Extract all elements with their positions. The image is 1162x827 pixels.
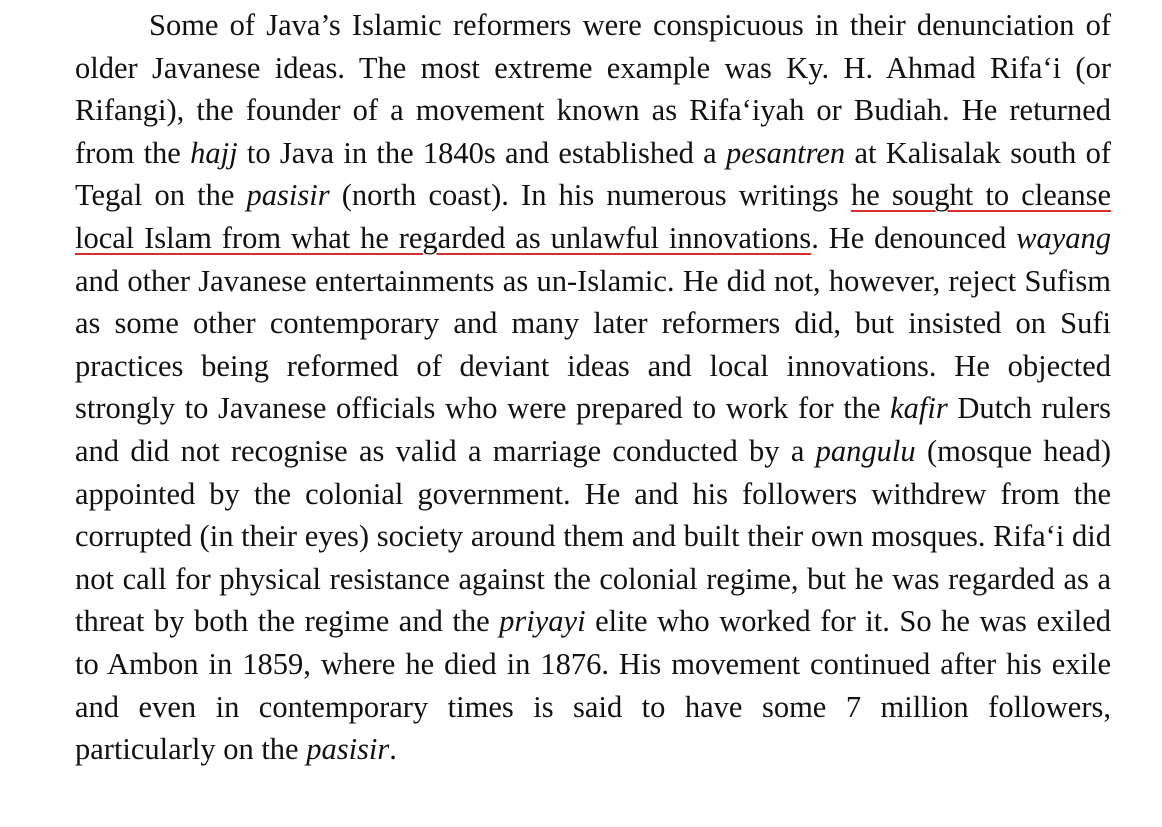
italic-term-wayang: wayang [1016, 220, 1111, 255]
text-run: . [389, 732, 397, 767]
text-run: Dutch rulers and did not recognise as valid a marriage conducted by a [75, 391, 1112, 468]
text-run: elite who worked for it. So he was exiled to Ambon in 1859, where he died in 1876. His movement continued after his exile and even in contemporary times is said to have some 7 million followers, particularly on the [75, 604, 1111, 767]
italic-term-pasisir-final: pasisir [306, 732, 390, 767]
italic-term-pasisir: pasisir [246, 178, 330, 213]
text-run: to Java in the 1840s and established a [237, 135, 726, 170]
underlined-highlight: he sought to cleanse local Islam from what he regarded as unlawful innovations [75, 178, 1111, 255]
text-run: and other Javanese entertainments as un-Islamic. He did not, however, reject Sufism as some other contemporary and many later reformers did, but insisted on Sufi practices being reformed of deviant ideas and local innovations. He objected strongly to Javanese officials who were prepared to work for the [75, 263, 1111, 426]
text-run: (north coast). In his numerous writings [329, 178, 851, 213]
text-run: . He denounced [811, 220, 1017, 255]
italic-term-priyayi: priyayi [499, 604, 586, 639]
italic-term-pangulu: pangulu [815, 433, 916, 468]
italic-term-kafir: kafir [890, 391, 948, 426]
italic-term-pesantren: pesantren [726, 135, 846, 170]
text-run: (mosque head) appointed by the colonial government. He and his followers withdrew from the corrupted (in their eyes) society around them and built their own mosques. Rifa‘i did not call for physical resistance against the colonial regime, but he was regarded as a threat by both the regime and the [75, 433, 1111, 639]
italic-term-hajj: hajj [190, 135, 238, 170]
text-run: Some of Java’s Islamic reformers were conspicuous in their denunciation of older Javanese ideas. The most extreme example was Ky. H. Ahmad Rifa‘i (or Rifangi), the founder of a movement known as Rifa‘iyah or Budiah. He returned from the [75, 8, 1111, 170]
document-page [75, 4, 1111, 771]
body-paragraph [75, 4, 1111, 771]
text-run: at Kalisalak south of Tegal on the [75, 135, 1111, 213]
